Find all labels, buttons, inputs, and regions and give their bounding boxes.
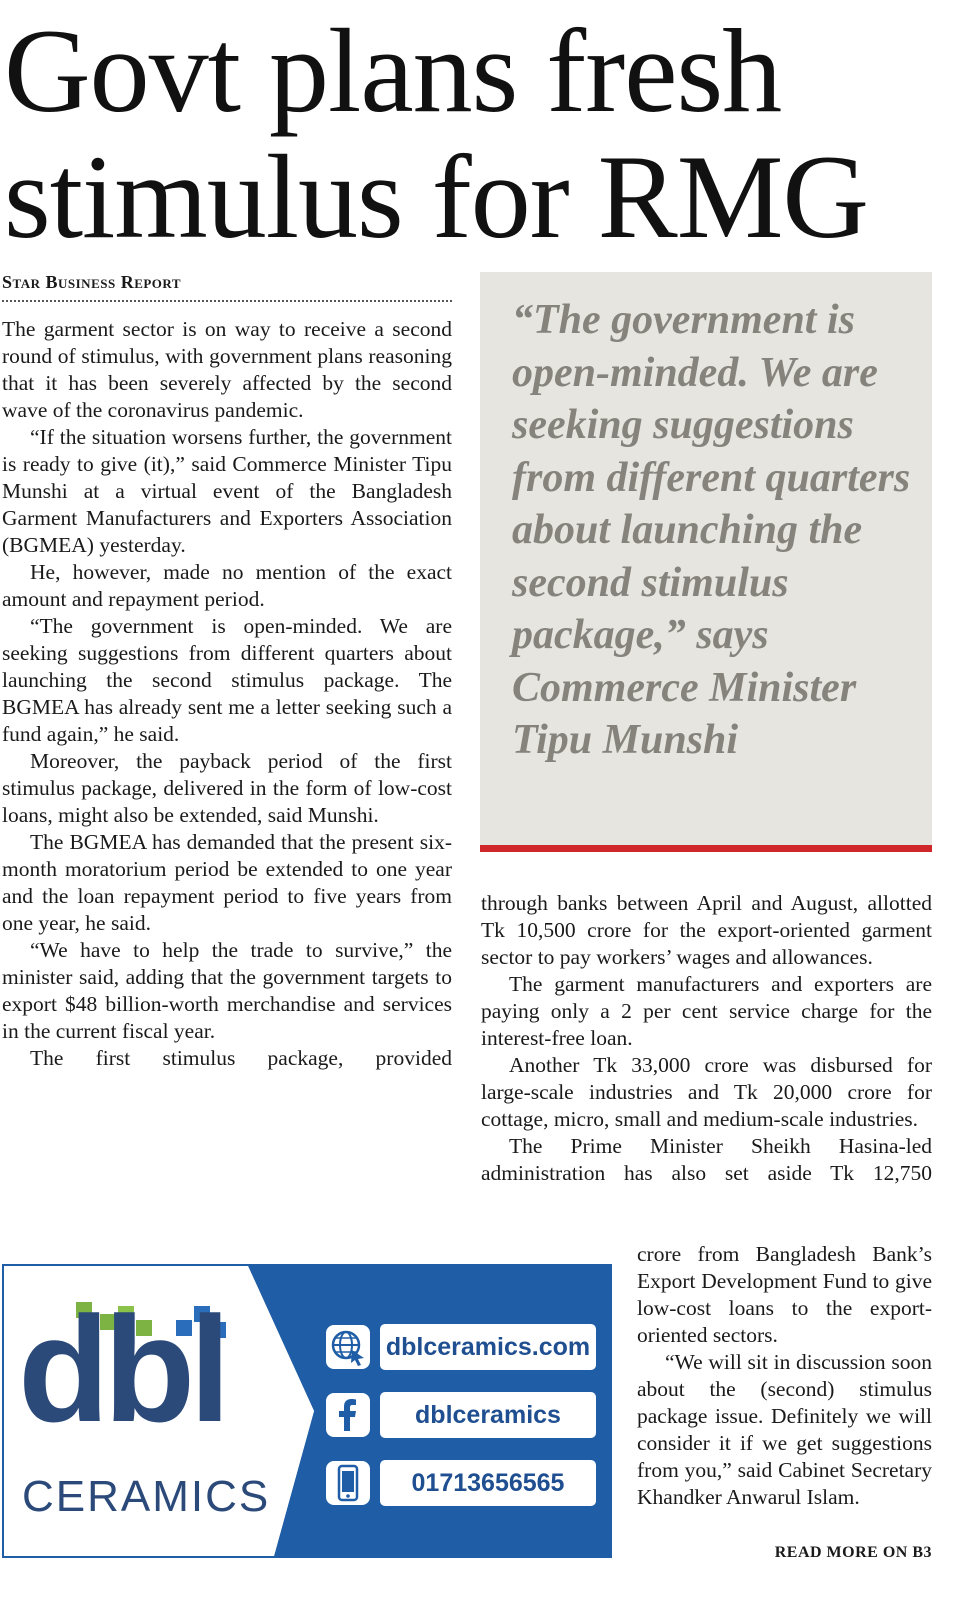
ad-phone-row[interactable] [326, 1460, 598, 1506]
paragraph: He, however, made no mention of the exact amount and repayment period. [2, 560, 452, 611]
logo-wordmark: dbl [18, 1285, 225, 1453]
paragraph: The first stimulus package, provided [30, 1046, 452, 1070]
paragraph: “If the situation worsens further, the government is ready to give (it),” said Commerce Minister Tipu Munshi at a virtual event of the Bangladesh Garment Manufacturers and Exporters Association (BGMEA) yesterday. [2, 425, 452, 557]
paragraph: The BGMEA has demanded that the present six-month moratorium period be extended to one year and the loan repayment period to five years from one year, he said. [2, 830, 452, 935]
pull-quote-rule [480, 845, 932, 852]
read-more-link[interactable]: READ MORE ON B3 [774, 1544, 932, 1561]
paragraph: The garment sector is on way to receive a second round of stimulus, with government plans reasoning that it has been severely affected by the second wave of the coronavirus pandemic. [2, 317, 452, 422]
body-column-2 [481, 890, 932, 1187]
body-column-2-wrap [637, 1241, 932, 1511]
globe-icon [326, 1325, 370, 1369]
paragraph: The Prime Minister Sheikh Hasina-led administration has also set aside Tk 12,750 [481, 1134, 932, 1185]
dbl-ceramics-ad[interactable] [2, 1264, 612, 1558]
paragraph: crore from Bangladesh Bank’s Export Development Fund to give low-cost loans to the export-oriented sectors. [637, 1242, 932, 1347]
ad-facebook[interactable]: dblceramics [380, 1392, 596, 1438]
headline: Govt plans fresh stimulus for RMG [4, 4, 869, 263]
byline-divider [2, 300, 452, 302]
paragraph: “The government is open-minded. We are seeking suggestions from different quarters about launching the second stimulus package. The BGMEA has already sent me a letter seeking such a fund again,” he said. [2, 614, 452, 746]
pull-quote-box [480, 272, 932, 846]
paragraph: Moreover, the payback period of the first stimulus package, delivered in the form of low-cost loans, might also be extended, said Munshi. [2, 749, 452, 827]
pull-quote: “The government is open-minded. We are seeking suggestions from different quarters about launching the second stimulus package,” says Commerce Minister Tipu Munshi [512, 297, 911, 763]
byline: Star Business Report [2, 272, 182, 292]
ad-website[interactable]: dblceramics.com [380, 1324, 596, 1370]
paragraph: “We have to help the trade to survive,” the minister said, adding that the government targets to export $48 billion-worth merchandise and services in the current fiscal year. [2, 938, 452, 1043]
logo-subtitle: CERAMICS [22, 1472, 271, 1521]
paragraph: Another Tk 33,000 crore was disbursed for large-scale industries and Tk 20,000 crore for cottage, micro, small and medium-scale industries. [481, 1053, 932, 1131]
paragraph: through banks between April and August, allotted Tk 10,500 crore for the export-oriented garment sector to pay workers’ wages and allowances. [481, 891, 932, 969]
ad-facebook-row[interactable] [326, 1392, 598, 1438]
body-column-1 [2, 316, 452, 1072]
phone-icon [326, 1461, 370, 1505]
paragraph: The garment manufacturers and exporters are paying only a 2 per cent service charge for the interest-free loan. [481, 972, 932, 1050]
facebook-icon [326, 1393, 370, 1437]
paragraph: “We will sit in discussion soon about the (second) stimulus package issue. Definitely we will consider it if we get suggestions from you,” said Cabinet Secretary Khandker Anwarul Islam. [637, 1350, 932, 1509]
ad-phone[interactable]: 01713656565 [380, 1460, 596, 1506]
ad-website-row[interactable] [326, 1324, 598, 1370]
